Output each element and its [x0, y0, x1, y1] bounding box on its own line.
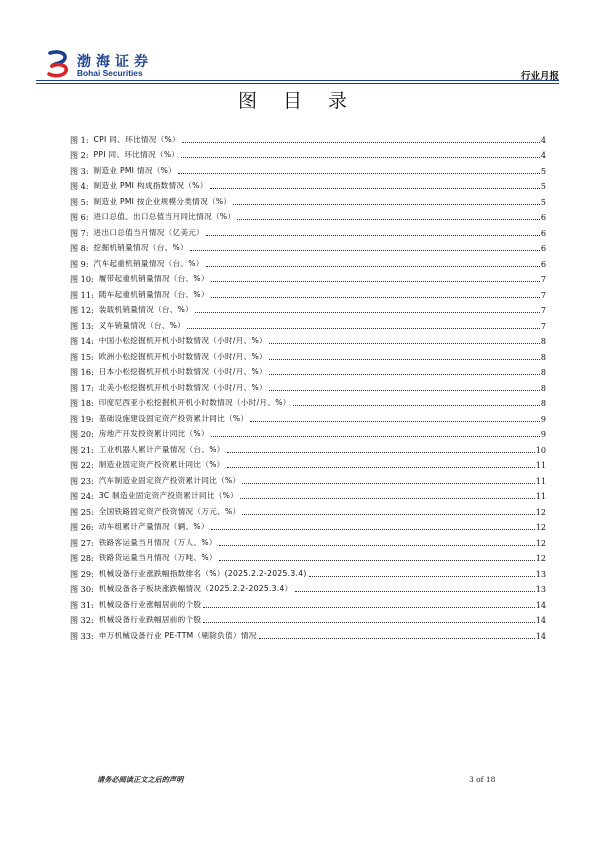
toc-dot-leader	[233, 204, 540, 205]
toc-dot-leader	[211, 436, 540, 437]
toc-entry[interactable]	[70, 269, 546, 285]
toc-entry-number: 图 6:	[70, 212, 89, 222]
toc-entry-number: 图 15:	[70, 351, 94, 362]
toc-dot-leader	[242, 514, 534, 515]
toc-entry-title: 动车组累计产量情况（辆、%）	[98, 522, 209, 531]
toc-entry[interactable]	[70, 315, 546, 331]
toc-dot-leader	[259, 638, 535, 639]
toc-entry-number: 图 33:	[70, 630, 94, 641]
toc-dot-leader	[227, 467, 535, 468]
toc-entry[interactable]	[70, 501, 546, 517]
toc-entry-number: 图 31:	[70, 599, 94, 610]
toc-entry-page: 11	[535, 491, 546, 501]
toc-dot-leader	[227, 452, 535, 453]
toc-entry-number: 图 29:	[70, 568, 94, 579]
toc-entry[interactable]	[70, 393, 546, 409]
toc-entry-number: 图 22:	[70, 460, 94, 470]
toc-entry-number: 图 3:	[70, 165, 89, 176]
toc-dot-leader	[206, 235, 540, 236]
toc-entry-number: 图 25:	[70, 506, 94, 517]
toc-dot-leader	[250, 421, 540, 422]
toc-entry-page: 8	[540, 398, 546, 408]
toc-dot-leader	[206, 266, 540, 267]
toc-entry-page: 8	[540, 351, 546, 362]
toc-dot-leader	[269, 343, 540, 344]
toc-entry-title: 制造业 PMI 情况（%）	[93, 165, 177, 175]
toc-entry-number: 图 30:	[70, 584, 94, 594]
toc-entry-title: 印度尼西亚小松挖掘机开机小时数情况（小时/月、%）	[98, 398, 291, 407]
toc-entry-page: 6	[540, 243, 546, 253]
toc-entry-title: 全国铁路固定资产投资情况（万元、%）	[98, 506, 241, 516]
toc-entry-title: 随车起重机销量情况（台、%）	[98, 289, 209, 299]
toc-dot-leader	[182, 142, 540, 143]
toc-entry[interactable]	[70, 222, 546, 238]
toc-dot-leader	[242, 483, 534, 484]
toc-entry-number: 图 23:	[70, 475, 94, 486]
toc-entry[interactable]	[70, 532, 546, 548]
toc-dot-leader	[181, 157, 540, 158]
header-divider-thin	[36, 83, 559, 84]
toc-dot-leader	[219, 545, 535, 546]
toc-entry[interactable]	[70, 238, 546, 254]
toc-entry-title: 申万机械设备行业 PE-TTM（剔除负值）情况	[98, 630, 257, 640]
toc-entry-title: 北美小松挖掘机开机小时数情况（小时/月、%）	[98, 382, 267, 392]
toc-entry-page: 14	[535, 615, 546, 625]
toc-entry[interactable]	[70, 594, 546, 610]
toc-dot-leader	[240, 498, 535, 499]
toc-entry-page: 4	[540, 134, 546, 145]
toc-entry-page: 5	[540, 196, 546, 207]
toc-entry-page: 8	[540, 367, 546, 377]
toc-entry[interactable]	[70, 548, 546, 564]
toc-entry-title: 工业机器人累计产量情况（台、%）	[98, 444, 225, 454]
toc-dot-leader	[190, 250, 540, 251]
toc-entry-number: 图 11:	[70, 289, 94, 300]
company-logo	[46, 50, 176, 80]
toc-entry[interactable]	[70, 253, 546, 269]
toc-entry-page: 8	[540, 336, 546, 346]
toc-entry-title: 叉车销量情况（台、%）	[98, 320, 186, 330]
toc-entry-number: 图 20:	[70, 429, 94, 439]
logo-english-name: Bohai Securities	[77, 68, 143, 78]
toc-entry-title: 机械设备各子板块涨跌幅情况（2025.2.2-2025.3.4）	[98, 584, 293, 593]
toc-entry-number: 图 4:	[70, 181, 89, 191]
toc-entry-title: 欧洲小松挖掘机开机小时数情况（小时/月、%）	[98, 351, 267, 361]
toc-entry-title: 基础设施建设固定资产投资累计同比（%）	[98, 413, 249, 423]
toc-entry[interactable]	[70, 346, 546, 362]
toc-dot-leader	[187, 328, 540, 329]
toc-entry[interactable]	[70, 362, 546, 378]
toc-entry[interactable]	[70, 517, 546, 533]
toc-dot-leader	[309, 576, 535, 577]
toc-entry-number: 图 28:	[70, 553, 94, 563]
toc-entry-number: 图 12:	[70, 305, 94, 315]
toc-dot-leader	[195, 312, 540, 313]
bohai-logo-icon	[46, 50, 72, 78]
toc-entry-title: 装载机销量情况（台、%）	[98, 305, 194, 314]
toc-entry-number: 图 19:	[70, 413, 94, 424]
footer-disclaimer: 请务必阅读正文之后的声明	[97, 775, 184, 784]
toc-entry-number: 图 8:	[70, 243, 89, 253]
header-divider	[36, 80, 559, 81]
toc-entry[interactable]	[70, 377, 546, 393]
toc-entry[interactable]	[70, 160, 546, 176]
toc-entry[interactable]	[70, 408, 546, 424]
page-title: 图 目 录	[237, 90, 358, 112]
toc-entry[interactable]	[70, 579, 546, 595]
toc-entry-title: 日本小松挖掘机开机小时数情况（小时/月、%）	[98, 367, 267, 376]
toc-entry-page: 6	[540, 212, 546, 222]
toc-entry-page: 6	[540, 258, 546, 269]
toc-entry-title: 机械设备行业跌幅居前的个股	[98, 615, 202, 624]
toc-entry[interactable]	[70, 176, 546, 192]
toc-entry[interactable]	[70, 455, 546, 471]
toc-entry-number: 图 18:	[70, 398, 94, 408]
toc-entry-page: 9	[540, 413, 546, 424]
toc-entry-title: 中国小松挖掘机开机小时数情况（小时/月、%）	[98, 336, 267, 345]
toc-entry-number: 图 26:	[70, 522, 94, 532]
toc-entry-page: 14	[535, 599, 546, 610]
toc-entry-title: 进出口总值当月情况（亿美元）	[93, 227, 205, 237]
toc-entry-number: 图 21:	[70, 444, 94, 455]
toc-entry-page: 12	[535, 506, 546, 517]
toc-entry-page: 12	[535, 537, 546, 548]
toc-entry-page: 11	[535, 460, 546, 470]
toc-dot-leader	[178, 173, 540, 174]
toc-entry-title: 汽车起重机销量情况（台、%）	[93, 258, 204, 268]
toc-dot-leader	[219, 560, 535, 561]
toc-entry-title: 进口总值、出口总值当月同比情况（%）	[93, 212, 236, 221]
toc-entry-number: 图 32:	[70, 615, 94, 625]
toc-entry-page: 5	[540, 181, 546, 191]
toc-entry-title: 机械设备行业涨幅居前的个股	[98, 599, 202, 609]
toc-dot-leader	[295, 591, 535, 592]
toc-entry-page: 13	[535, 568, 546, 579]
toc-entry-page: 7	[540, 289, 546, 300]
toc-entry[interactable]	[70, 625, 546, 641]
toc-entry-page: 4	[540, 150, 546, 160]
toc-entry-title: 铁路客运量当月情况（万人、%）	[98, 537, 217, 547]
toc-entry-title: CPI 同、环比情况（%）	[93, 134, 180, 144]
toc-dot-leader	[203, 622, 534, 623]
toc-dot-leader	[203, 607, 534, 608]
toc-entry-number: 图 7:	[70, 227, 89, 238]
toc-entry[interactable]	[70, 331, 546, 347]
toc-dot-leader	[211, 281, 540, 282]
toc-entry-number: 图 10:	[70, 274, 94, 284]
toc-entry-number: 图 17:	[70, 382, 94, 393]
toc-entry-title: 履带起重机销量情况（台、%）	[98, 274, 209, 283]
page-number: 3 of 18	[469, 775, 496, 784]
toc-entry-title: 制造业 PMI 构成指数情况（%）	[93, 181, 208, 190]
toc-entry-page: 6	[540, 227, 546, 238]
toc-entry[interactable]	[70, 191, 546, 207]
toc-entry-title: 汽车制造业固定资产投资累计同比（%）	[98, 475, 241, 485]
toc-entry-page: 12	[535, 553, 546, 563]
toc-entry-page: 8	[540, 382, 546, 393]
toc-dot-leader	[211, 297, 540, 298]
toc-entry-number: 图 14:	[70, 336, 94, 346]
toc-entry[interactable]	[70, 610, 546, 626]
toc-entry-title: PPI 同、环比情况（%）	[93, 150, 180, 159]
toc-entry-number: 图 27:	[70, 537, 94, 548]
toc-entry-title: 房地产开发投资累计同比（%）	[98, 429, 209, 438]
toc-entry[interactable]	[70, 145, 546, 161]
toc-entry[interactable]	[70, 129, 546, 145]
toc-entry-title: 铁路货运量当月情况（万吨、%）	[98, 553, 217, 562]
figure-table-of-contents	[70, 129, 546, 641]
toc-entry-page: 7	[540, 320, 546, 331]
toc-entry-page: 12	[535, 522, 546, 532]
toc-entry[interactable]	[70, 563, 546, 579]
toc-entry-page: 5	[540, 165, 546, 176]
toc-entry-title: 机械设备行业涨跌幅指数排名（%）(2025.2.2-2025.3.4)	[98, 568, 307, 578]
toc-dot-leader	[269, 390, 540, 391]
toc-entry-page: 9	[540, 429, 546, 439]
toc-entry[interactable]	[70, 284, 546, 300]
toc-entry-title: 制造业 PMI 按企业规模分类情况（%）	[93, 196, 232, 206]
toc-entry-page: 7	[540, 274, 546, 284]
report-type-label: 行业月报	[520, 71, 559, 82]
toc-entry[interactable]	[70, 439, 546, 455]
toc-dot-leader	[269, 359, 540, 360]
toc-entry-number: 图 16:	[70, 367, 94, 377]
toc-entry[interactable]	[70, 486, 546, 502]
toc-entry-page: 11	[535, 475, 546, 486]
toc-entry[interactable]	[70, 300, 546, 316]
toc-entry-number: 图 2:	[70, 150, 89, 160]
toc-entry[interactable]	[70, 424, 546, 440]
toc-entry-page: 10	[535, 444, 546, 455]
toc-entry[interactable]	[70, 470, 546, 486]
toc-entry-number: 图 9:	[70, 258, 89, 269]
toc-entry-number: 图 13:	[70, 320, 94, 331]
logo-chinese-name: 渤海证券	[77, 54, 153, 70]
toc-entry-page: 13	[535, 584, 546, 594]
toc-dot-leader	[211, 529, 535, 530]
toc-dot-leader	[293, 405, 540, 406]
toc-entry-title: 挖掘机销量情况（台、%）	[93, 243, 188, 252]
toc-dot-leader	[210, 188, 540, 189]
toc-entry-title: 3C 制造业固定资产投资累计同比（%）	[98, 491, 239, 500]
toc-entry-number: 图 5:	[70, 196, 89, 207]
toc-entry-page: 7	[540, 305, 546, 315]
toc-dot-leader	[269, 374, 540, 375]
toc-dot-leader	[237, 219, 540, 220]
toc-entry-number: 图 1:	[70, 134, 89, 145]
toc-entry-number: 图 24:	[70, 491, 94, 501]
toc-entry[interactable]	[70, 207, 546, 223]
toc-entry-page: 14	[535, 630, 546, 641]
toc-entry-title: 制造业固定资产投资累计同比（%）	[98, 460, 225, 469]
